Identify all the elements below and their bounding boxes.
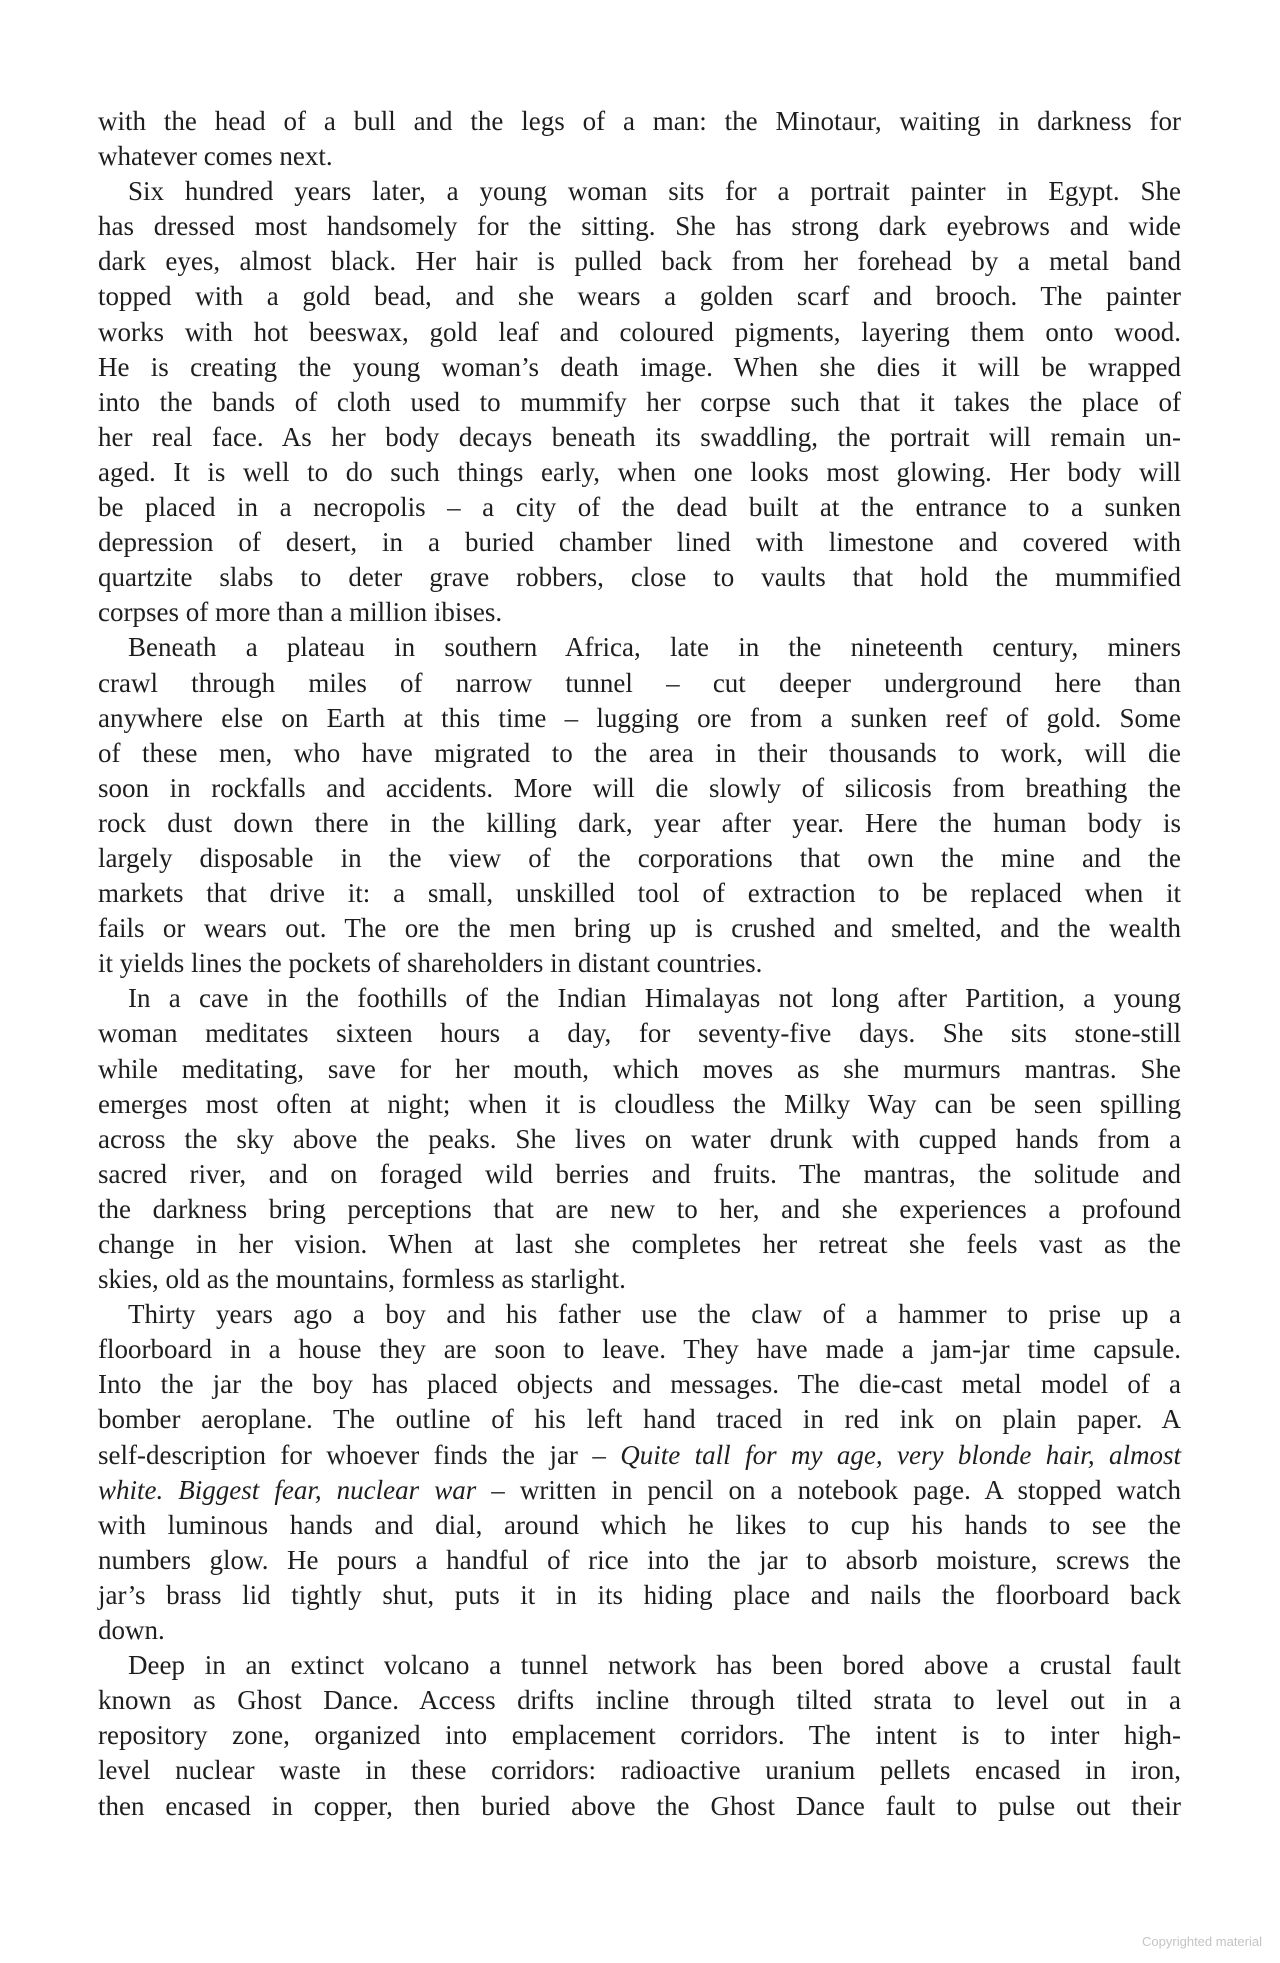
text-line: dark eyes, almost black. Her hair is pulled back from her forehead by a metal band (98, 246, 1181, 277)
text-line: markets that drive it: a small, unskilled tool of extraction to be replaced when it (98, 878, 1181, 909)
paragraph-himalayas-cave (98, 981, 1181, 1297)
paragraph-time-capsule (98, 1297, 1181, 1648)
text-line: topped with a gold bead, and she wears a golden scarf and brooch. The painter (98, 281, 1181, 312)
paragraph-minotaur (98, 104, 1181, 174)
text-line: corpses of more than a million ibises. (98, 597, 503, 628)
text-line: crawl through miles of narrow tunnel – cut deeper underground here than (98, 667, 1181, 698)
text-line: floorboard in a house they are soon to leave. They have made a jam-jar time capsule. (98, 1334, 1181, 1365)
text-run: – written in pencil on a notebook page. A stopped watch (476, 1474, 1181, 1505)
text-line: across the sky above the peaks. She lives on water drunk with cupped hands from a (98, 1123, 1181, 1154)
text-line: Thirty years ago a boy and his father use the claw of a hammer to prise up a (128, 1299, 1181, 1330)
text-line: change in her vision. When at last she completes her retreat she feels vast as the (98, 1229, 1181, 1259)
text-line: works with hot beeswax, gold leaf and coloured pigments, layering them onto wood. (98, 316, 1181, 347)
text-line: In a cave in the foothills of the Indian Himalayas not long after Partition, a young (128, 983, 1181, 1014)
text-line: it yields lines the pockets of shareholders in distant countries. (98, 948, 763, 979)
text-line: into the bands of cloth used to mummify her corpse such that it takes the place of (98, 386, 1181, 417)
text-line: with luminous hands and dial, around which he likes to cup his hands to see the (98, 1509, 1181, 1540)
text-line: woman meditates sixteen hours a day, for seventy-five days. She sits stone-still (98, 1018, 1181, 1049)
text-line (98, 1473, 1181, 1508)
text-line: He is creating the young woman’s death image. When she dies it will be wrapped (98, 351, 1181, 382)
text-line: numbers glow. He pours a handful of rice into the jar to absorb moisture, screws the (98, 1544, 1181, 1575)
text-line: jar’s brass lid tightly shut, puts it in its hiding place and nails the floorboard back (98, 1579, 1181, 1610)
text-line: Deep in an extinct volcano a tunnel network has been bored above a crustal fault (128, 1650, 1181, 1681)
text-line: while meditating, save for her mouth, which moves as she murmurs mantras. She (98, 1053, 1181, 1084)
text-line: quartzite slabs to deter grave robbers, close to vaults that hold the mummified (98, 562, 1181, 593)
text-line: depression of desert, in a buried chamber lined with limestone and covered with (98, 527, 1181, 558)
text-line: the darkness bring perceptions that are new to her, and she experiences a profound (98, 1193, 1181, 1224)
text-line: her real face. As her body decays beneath its swaddling, the portrait will remain un- (98, 421, 1181, 452)
text-line: rock dust down there in the killing dark, year after year. Here the human body is (98, 807, 1181, 838)
text-line: soon in rockfalls and accidents. More will die slowly of silicosis from breathing the (98, 772, 1181, 803)
paragraph-ghost-dance (98, 1648, 1181, 1823)
text-line: Beneath a plateau in southern Africa, late in the nineteenth century, miners (128, 632, 1181, 663)
text-line: largely disposable in the view of the corporations that own the mine and the (98, 842, 1181, 873)
text-run: self-description for whoever finds the jar – (98, 1439, 621, 1470)
text-line: then encased in copper, then buried above the Ghost Dance fault to pulse out their (98, 1790, 1181, 1821)
copyright-watermark: Copyrighted material (1142, 1934, 1262, 1949)
text-line: bomber aeroplane. The outline of his left hand traced in red ink on plain paper. A (98, 1404, 1181, 1435)
text-line: has dressed most handsomely for the sitting. She has strong dark eyebrows and wide (98, 211, 1181, 242)
text-line: aged. It is well to do such things early, when one looks most glowing. Her body will (98, 456, 1181, 487)
paragraph-egypt-portrait (98, 174, 1181, 630)
text-line: with the head of a bull and the legs of a man: the Minotaur, waiting in darkness for (98, 106, 1181, 136)
text-line: Six hundred years later, a young woman sits for a portrait painter in Egypt. She (128, 176, 1181, 207)
paragraph-africa-mine (98, 630, 1181, 981)
text-line: anywhere else on Earth at this time – lugging ore from a sunken reef of gold. Some (98, 702, 1181, 733)
text-line (98, 1438, 1181, 1473)
text-line: repository zone, organized into emplacement corridors. The intent is to inter high- (98, 1720, 1181, 1751)
italic-quote: Quite tall for my age, very blonde hair, almost (620, 1439, 1181, 1470)
text-line: skies, old as the mountains, formless as starlight. (98, 1264, 626, 1295)
text-line: whatever comes next. (98, 141, 333, 172)
text-line: Into the jar the boy has placed objects and messages. The die-cast metal model of a (98, 1369, 1181, 1400)
text-line: emerges most often at night; when it is cloudless the Milky Way can be seen spilling (98, 1088, 1181, 1119)
text-line: of these men, who have migrated to the area in their thousands to work, will die (98, 737, 1181, 768)
text-line: level nuclear waste in these corridors: radioactive uranium pellets encased in iron, (98, 1755, 1181, 1786)
text-line: fails or wears out. The ore the men bring up is crushed and smelted, and the wealth (98, 913, 1181, 944)
text-line: known as Ghost Dance. Access drifts incline through tilted strata to level out in a (98, 1685, 1181, 1716)
italic-quote: white. Biggest fear, nuclear war (98, 1474, 477, 1505)
text-line: down. (98, 1615, 165, 1646)
text-line: sacred river, and on foraged wild berries and fruits. The mantras, the solitude and (98, 1158, 1181, 1189)
book-page (98, 104, 1181, 1824)
text-line: be placed in a necropolis – a city of the dead built at the entrance to a sunken (98, 492, 1181, 523)
